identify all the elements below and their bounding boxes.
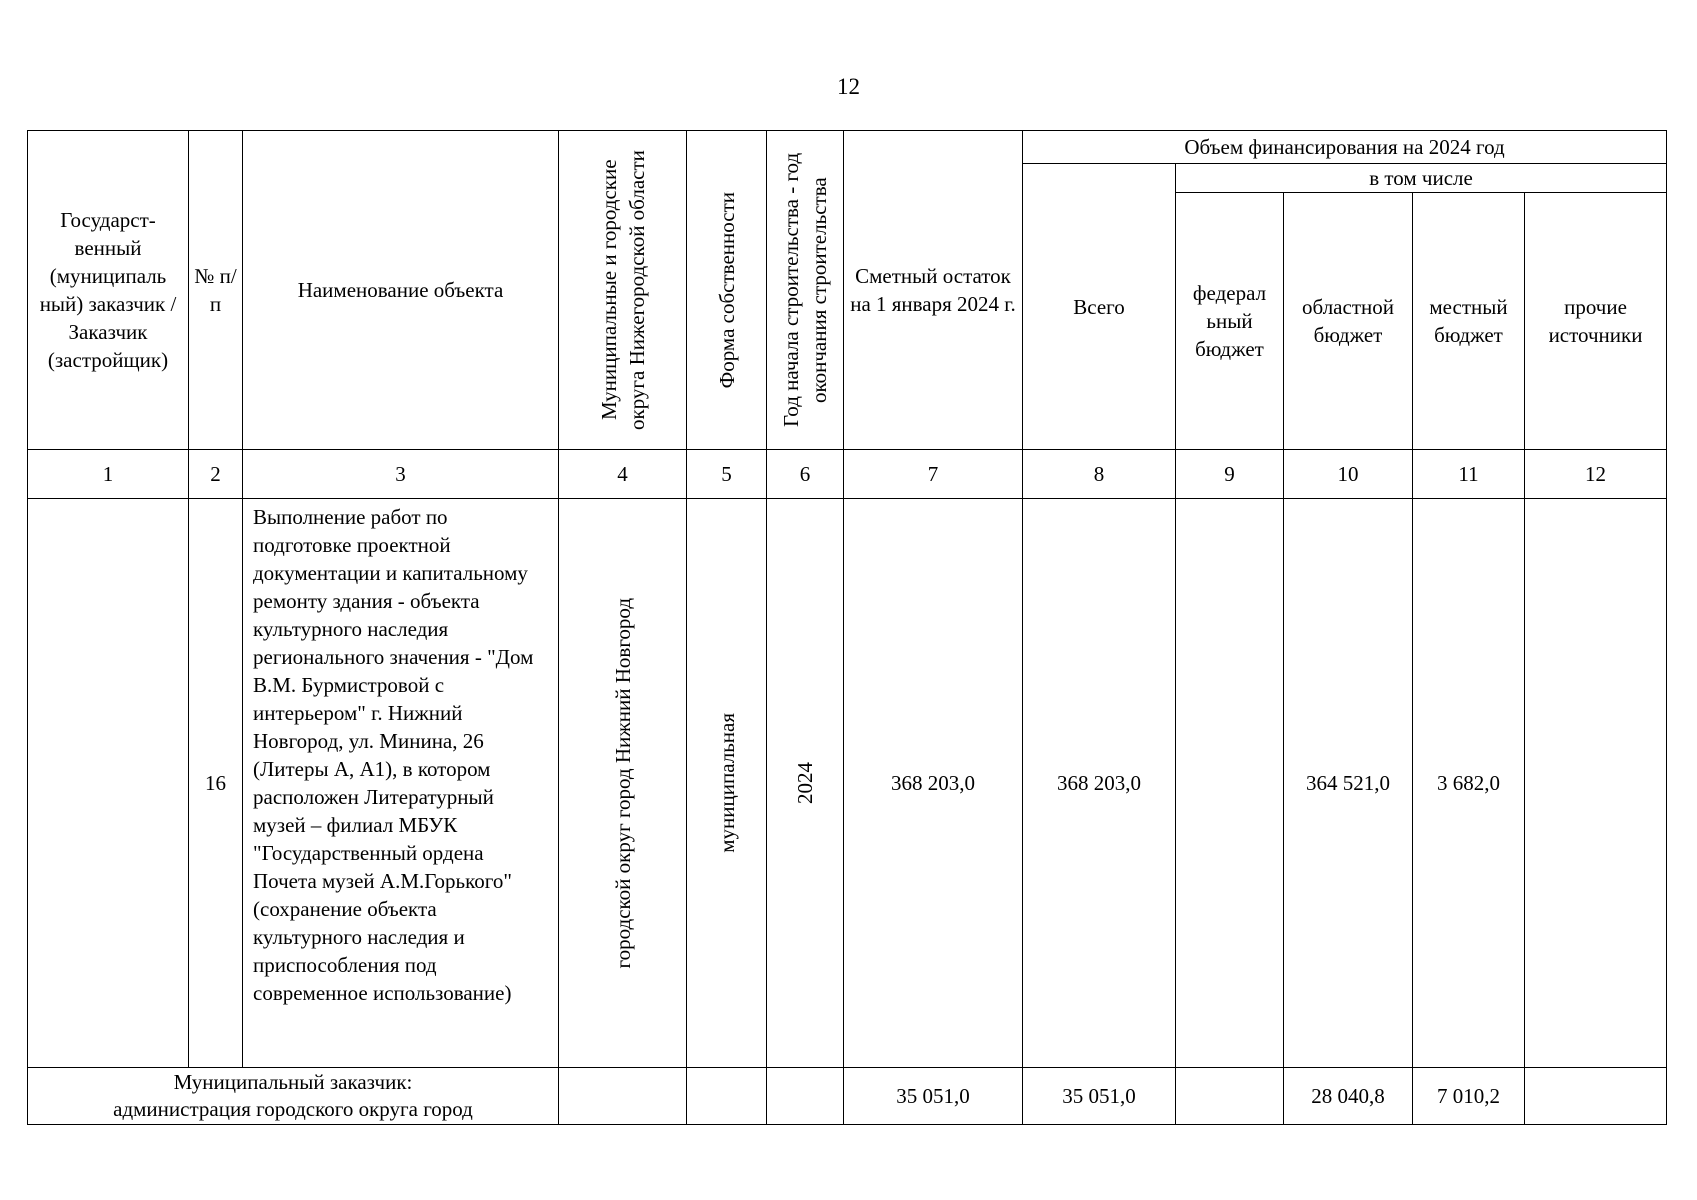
row-ownership: [687, 499, 767, 1068]
header-total: Всего: [1023, 164, 1176, 450]
column-numbers-row: [28, 450, 1667, 499]
total-row-label: [28, 1068, 559, 1125]
column-number: 7: [844, 450, 1023, 499]
total-row: [28, 1068, 1667, 1125]
total-row-other-sources: [1525, 1068, 1667, 1125]
column-number: 11: [1413, 450, 1525, 499]
column-number: 1: [28, 450, 189, 499]
column-number: 3: [243, 450, 559, 499]
total-row-ownership: [687, 1068, 767, 1125]
total-row-years: [767, 1068, 844, 1125]
row-municipal-district: [559, 499, 687, 1068]
row-years: [767, 499, 844, 1068]
header-estimate: Сметный остаток на 1 января 2024 г.: [844, 131, 1023, 450]
column-number: 6: [767, 450, 844, 499]
table-row: [28, 499, 1667, 1068]
header-years: [767, 131, 844, 450]
header-other-sources: прочие источники: [1525, 193, 1667, 450]
row-estimate: 368 203,0: [844, 499, 1023, 1068]
total-row-estimate: 35 051,0: [844, 1068, 1023, 1125]
header-municipal-district-text: Муниципальные и городские округа Нижегородской области: [596, 150, 649, 430]
header-federal-budget: федерал ьный бюджет: [1176, 193, 1284, 450]
investment-program-table: [27, 130, 1667, 1125]
row-number: 16: [189, 499, 243, 1068]
row-other-sources: [1525, 499, 1667, 1068]
header-financing: Объем финансирования на 2024 год: [1023, 131, 1667, 164]
row-total: 368 203,0: [1023, 499, 1176, 1068]
header-including: в том числе: [1176, 164, 1667, 193]
header-ownership: [687, 131, 767, 450]
column-number: 4: [559, 450, 687, 499]
column-number: 10: [1284, 450, 1413, 499]
row-ownership-text: муниципальная: [714, 713, 739, 853]
column-number: 5: [687, 450, 767, 499]
row-municipal-district-text: городской округ город Нижний Новгород: [610, 597, 635, 969]
header-object-name: Наименование объекта: [243, 131, 559, 450]
row-local-budget: 3 682,0: [1413, 499, 1525, 1068]
total-row-label-line1: Муниципальный заказчик:: [173, 1070, 413, 1094]
header-number: № п/п: [189, 131, 243, 450]
row-federal-budget: [1176, 499, 1284, 1068]
total-row-total: 35 051,0: [1023, 1068, 1176, 1125]
column-number: 12: [1525, 450, 1667, 499]
total-row-label-line2: администрация городского округа город: [113, 1097, 473, 1121]
header-years-text: Год начала строительства - год окончания строительства: [779, 152, 831, 428]
header-ownership-text: Форма собственности: [714, 191, 739, 389]
header-customer: Государст-венный (муниципаль ный) заказчик / Заказчик (застройщик): [28, 131, 189, 450]
row-regional-budget: 364 521,0: [1284, 499, 1413, 1068]
header-municipal-district: [559, 131, 687, 450]
column-number: 9: [1176, 450, 1284, 499]
total-row-federal-budget: [1176, 1068, 1284, 1125]
total-row-regional-budget: 28 040,8: [1284, 1068, 1413, 1125]
page-number: 12: [837, 74, 860, 99]
header-regional-budget: областной бюджет: [1284, 193, 1413, 450]
column-number: 2: [189, 450, 243, 499]
header-local-budget: местный бюджет: [1413, 193, 1525, 450]
row-years-text: 2024: [793, 762, 817, 804]
row-customer: [28, 499, 189, 1068]
total-row-municipal-district: [559, 1068, 687, 1125]
column-number: 8: [1023, 450, 1176, 499]
row-object-name: Выполнение работ по подготовке проектной документации и капитальному ремонту здания - объекта культурного наследия регионального значения - "Дом В.М. Бурмистровой с интерьером" г. Нижний Новгород, ул. Минина, 26 (Литеры А, А1), в котором расположен Литературный музей – филиал МБУК "Государственный ордена Почета музей А.М.Горького" (сохранение объекта культурного наследия и приспособления под современное использование): [243, 499, 559, 1068]
total-row-local-budget: 7 010,2: [1413, 1068, 1525, 1125]
